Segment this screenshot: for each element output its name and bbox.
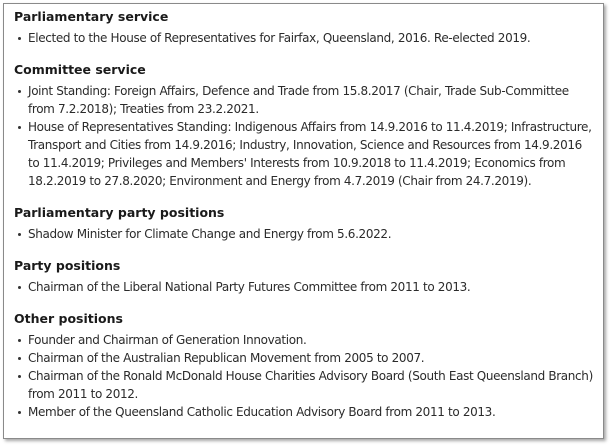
section-title: Parliamentary service xyxy=(14,9,169,24)
list-item: Elected to the House of Representatives for Fairfax, Queensland, 2016. Re-elected 2019. xyxy=(14,29,595,47)
section-title: Party positions xyxy=(14,258,121,273)
item-list xyxy=(14,278,595,296)
section-title: Parliamentary party positions xyxy=(14,205,225,220)
section-title: Other positions xyxy=(14,311,123,326)
item-list xyxy=(14,331,595,421)
section-parliamentary-service xyxy=(14,9,595,47)
list-item: Chairman of the Ronald McDonald House Charities Advisory Board (South East Queensland Branch) from 2011 to 2012. xyxy=(14,367,595,403)
list-item: Joint Standing: Foreign Affairs, Defence and Trade from 15.8.2017 (Chair, Trade Sub-Committee from 7.2.2018); Treaties from 23.2.2021. xyxy=(14,82,595,118)
item-list xyxy=(14,82,595,190)
section-title: Committee service xyxy=(14,62,146,77)
document-content xyxy=(4,4,603,421)
section-party-positions xyxy=(14,258,595,296)
list-item: Member of the Queensland Catholic Education Advisory Board from 2011 to 2013. xyxy=(14,403,595,421)
list-item: Shadow Minister for Climate Change and Energy from 5.6.2022. xyxy=(14,225,595,243)
document-frame xyxy=(3,3,604,439)
list-item: Chairman of the Liberal National Party Futures Committee from 2011 to 2013. xyxy=(14,278,595,296)
section-parliamentary-party-positions xyxy=(14,205,595,243)
list-item: Chairman of the Australian Republican Movement from 2005 to 2007. xyxy=(14,349,595,367)
section-other-positions xyxy=(14,311,595,421)
section-committee-service xyxy=(14,62,595,190)
item-list xyxy=(14,29,595,47)
list-item: Founder and Chairman of Generation Innovation. xyxy=(14,331,595,349)
list-item: House of Representatives Standing: Indigenous Affairs from 14.9.2016 to 11.4.2019; Infrastructure, Transport and Cities from 14.9.2016; Industry, Innovation, Science and Resources from 14.9.2016 to 11.4.2019; Privileges and Members' Interests from 10.9.2018 to 11.4.2019; Economics from 18.2.2019 to 27.8.2020; Environment and Energy from 4.7.2019 (Chair from 24.7.2019). xyxy=(14,118,595,190)
item-list xyxy=(14,225,595,243)
